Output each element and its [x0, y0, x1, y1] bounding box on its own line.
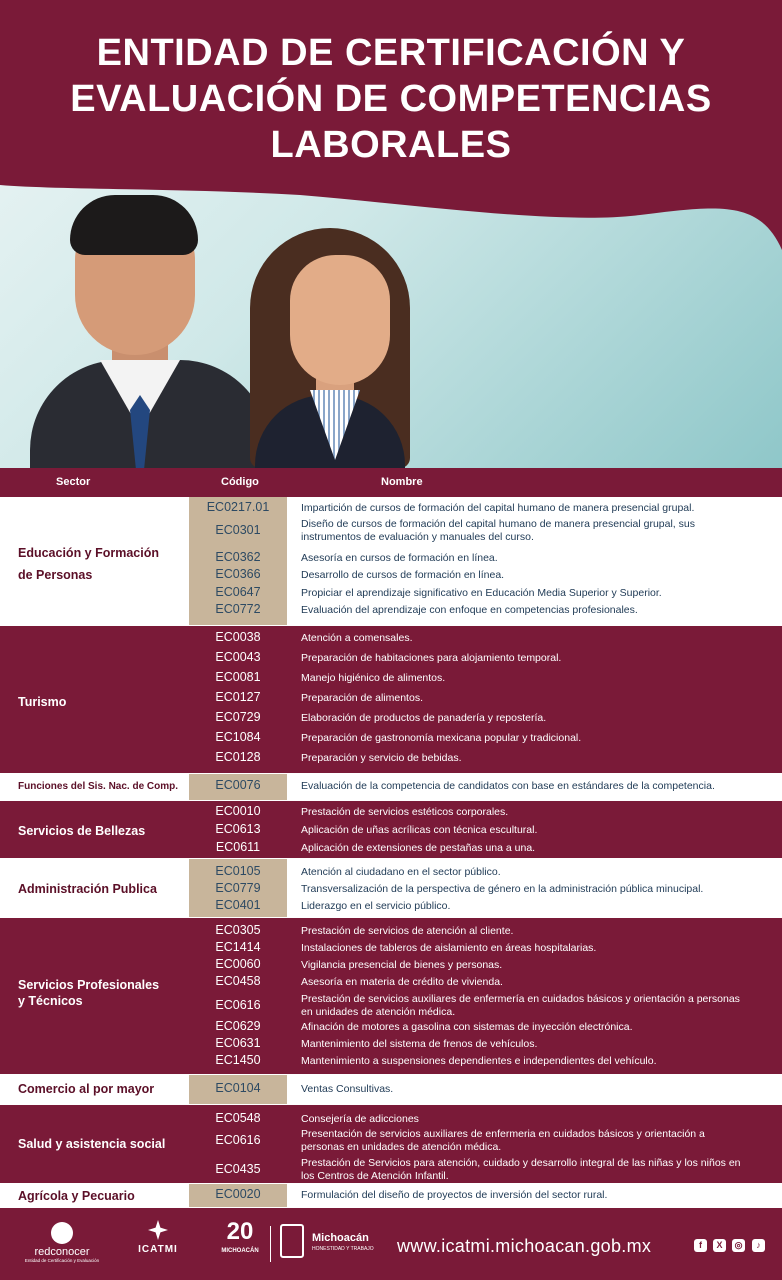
- code-cell: EC0010: [215, 804, 261, 818]
- name-cell: Asesoría en materia de crédito de vivienda.: [301, 976, 503, 988]
- code-cell: EC0458: [215, 974, 261, 988]
- name-cell: Atención a comensales.: [301, 632, 413, 644]
- name-cell: Prestación de servicios auxiliares de enfermería en cuidados básicos y orientación a personas en unidades de atención médica.: [301, 993, 740, 1018]
- sector-section: [0, 497, 782, 625]
- name-cell: Mantenimiento del sistema de frenos de vehículos.: [301, 1038, 538, 1050]
- name-cell: Aplicación de uñas acrílicas con técnica escultural.: [301, 824, 538, 836]
- name-cell: Evaluación del aprendizaje con enfoque en competencias profesionales.: [301, 604, 638, 616]
- sector-label-line: Administración Publica: [18, 882, 157, 896]
- code-cell: EC0362: [215, 550, 261, 564]
- name-cell: Manejo higiénico de alimentos.: [301, 672, 446, 684]
- name-cell: Prestación de servicios estéticos corporales.: [301, 806, 509, 818]
- aniversario-logo: 20 MICHOACÁN: [221, 1218, 259, 1254]
- name-cell: Presentación de servicios auxiliares de enfermeria en cuidados básicos y orientación a personas en unidades de atención médica.: [301, 1128, 705, 1153]
- sector-label-line: Educación y Formación: [18, 546, 160, 560]
- name-cell: Desarrollo de cursos de formación en línea.: [301, 569, 505, 581]
- footer: [0, 1208, 782, 1280]
- code-cell: EC0104: [215, 1081, 261, 1095]
- code-cell: EC0629: [215, 1019, 261, 1033]
- code-cell: EC1414: [215, 940, 261, 954]
- code-cell: EC0435: [215, 1162, 261, 1176]
- sector-label-line: y Técnicos: [18, 994, 83, 1008]
- code-cell: EC0020: [215, 1187, 261, 1201]
- name-cell: Preparación y servicio de bebidas.: [301, 752, 462, 764]
- instagram-icon[interactable]: ◎: [732, 1239, 745, 1252]
- code-cell: EC0631: [215, 1036, 261, 1050]
- name-cell: Preparación de habitaciones para alojamiento temporal.: [301, 652, 562, 664]
- name-cell: Instalaciones de tableros de aislamiento en áreas hospitalarias.: [301, 942, 597, 954]
- website-link[interactable]: www.icatmi.michoacan.gob.mx: [397, 1236, 652, 1256]
- sector-section: [0, 918, 782, 1074]
- name-cell: Preparación de alimentos.: [301, 692, 423, 704]
- code-cell: EC1084: [215, 730, 261, 744]
- code-cell: EC0401: [215, 898, 261, 912]
- sector-section: [0, 774, 782, 800]
- sector-section: [0, 1075, 782, 1104]
- name-cell: Propiciar el aprendizaje significativo en Educación Media Superior y Superior.: [301, 587, 662, 599]
- name-cell: Diseño de cursos de formación del capital humano de manera presencial grupal, sus instrumentos de evaluación y manuales del curso.: [301, 518, 695, 543]
- sector-section: [0, 626, 782, 773]
- sector-section: [0, 859, 782, 917]
- name-cell: Transversalización de la perspectiva de género en la administración pública minucipal.: [301, 883, 704, 895]
- sector-label-line: Salud y asistencia social: [18, 1137, 166, 1151]
- sector-label-line: Agrícola y Pecuario: [18, 1189, 135, 1203]
- name-cell: Impartición de cursos de formación del capital humano de manera presencial grupal.: [301, 502, 695, 514]
- sector-section: [0, 801, 782, 858]
- code-cell: EC1450: [215, 1053, 261, 1067]
- name-cell: Evaluación de la competencia de candidatos con base en estándares de la competencia.: [301, 780, 715, 792]
- code-cell: EC0729: [215, 710, 261, 724]
- sector-label-line: Turismo: [18, 695, 67, 709]
- sector-label: [18, 776, 178, 798]
- sector-label: [18, 1078, 154, 1100]
- sector-label-line: de Personas: [18, 568, 93, 582]
- sector-label: [18, 1185, 135, 1207]
- code-cell: EC0105: [215, 864, 261, 878]
- code-cell: EC0613: [215, 822, 261, 836]
- icatmi-icon: [148, 1220, 168, 1240]
- sector-label-line: Comercio al por mayor: [18, 1082, 155, 1096]
- sector-label: [18, 820, 145, 842]
- title-line-2: EVALUACIÓN DE COMPETENCIAS: [70, 78, 712, 120]
- sector-label-line: Servicios de Bellezas: [18, 824, 146, 838]
- michoacan-shield-icon: [280, 1224, 304, 1258]
- code-cell: EC0076: [215, 778, 261, 792]
- code-cell: EC0305: [215, 923, 261, 937]
- code-cell: EC0217.01: [206, 500, 270, 514]
- name-cell: Vigilancia presencial de bienes y personas.: [301, 959, 503, 971]
- name-cell: Asesoría en cursos de formación en línea.: [301, 552, 498, 564]
- sector-label: [18, 691, 66, 713]
- header-nombre: Nombre: [381, 476, 423, 488]
- code-cell: EC0043: [215, 650, 261, 664]
- code-cell: EC0772: [215, 602, 261, 616]
- name-cell: Atención al ciudadano en el sector público.: [301, 866, 501, 878]
- sector-section: [0, 1105, 782, 1183]
- name-cell: Ventas Consultivas.: [301, 1083, 394, 1095]
- code-cell: EC0647: [215, 585, 261, 599]
- code-cell: EC0038: [215, 630, 261, 644]
- code-cell: EC0616: [215, 998, 261, 1012]
- code-cell: EC0081: [215, 670, 261, 684]
- name-cell: Prestación de servicios de atención al cliente.: [301, 925, 514, 937]
- name-cell: Aplicación de extensiones de pestañas una a una.: [301, 842, 536, 854]
- name-cell: Liderazgo en el servicio público.: [301, 900, 451, 912]
- redconocer-logo: redconocer Entidad de Certificación y Evaluación: [22, 1222, 102, 1264]
- name-cell: Formulación del diseño de proyectos de inversión del sector rural.: [301, 1189, 608, 1201]
- page: ENTIDAD DE CERTIFICACIÓN Y EVALUACIÓN DE COMPETENCIAS LABORALES Sector Código Nombre Educación y Formación de Personas EC0217.01 Impartición de cursos de formación del capital humano de manera presencial grupal. EC0301 Diseño de cursos de formación del capital humano de manera presencial grupal, sus instrumentos de evaluación y manuales del curso. EC0362 Asesoría en cursos de formación en línea. EC0366 Desarrollo de cursos de formación en línea. EC0647 Propiciar el aprendizaje significativo en Educación Media Superior y Superior. EC0772 Evaluación del aprendizaje con enfoque en competencias profesionales. Turismo EC0038 Atención a comensales. EC0043 Preparación de habitaciones para alojamiento temporal. EC0081 Manejo higiénico de alimentos. EC0127 Preparación de alimentos. EC0729 Elaboración de productos de panadería y repostería. EC1084 Preparación de gastronomía mexicana popular y tradicional. EC0128 Preparación y servicio de bebidas. Funciones del Sis. Nac. de Comp. EC0076 Evaluación de la competencia de candidatos con base en estándares de la competencia. Servicios de Bellezas EC0010 Prestación de servicios estéticos corporales. EC0613 Aplicación de uñas acrílicas con técnica escultural. EC0611 Aplicación de extensiones de pestañas una a una. Administración Publica EC0105 Atención al ciudadano en el sector público. EC0779 Transversalización de la perspectiva de género en la administración pública minucipal. EC0401 Liderazgo en el servicio público. Servicios Profesionales y Técnicos EC0305 Prestación de servicios de atención al cliente. EC1414 Instalaciones de tableros de aislamiento en áreas hospitalarias. EC0060 Vigilancia presencial de bienes y personas. EC0458 Asesoría en materia de crédito de vivienda. EC0616 Prestación de servicios auxiliares de enfermería en cuidados básicos y orientación a personas en unidades de atención médica. EC0629 Afinación de motores a gasolina con sistemas de inyección electrónica. EC0631 Mantenimiento del sistema de frenos de vehículos. EC1450 Mantenimiento a suspensiones dependientes e independientes del vehículo. Comercio al por mayor EC0104 Ventas Consultivas. Salud y asistencia social EC0548 Consejería de adicciones EC0616 Presentación de servicios auxiliares de enfermeria en cuidados básicos y orientación a personas en unidades de atención médica. EC0435 Prestación de Servicios para atención, cuidado y desarrollo integral de las niñas y los niños en los Centros de Atención Infantil. Agrícola y Pecuario EC0020 Formulación del diseño de proyectos de inversión del sector rural. redconocer Entidad de Certificación y Evaluación ICATMI 20 MICHOACÁN Michoacán HONESTIDAD Y TRABAJO www.icatmi.michoacan.gob.mx f X ◎ ♪: [0, 0, 782, 1280]
- header-codigo: Código: [221, 476, 259, 488]
- page-title: [0, 30, 782, 168]
- x-icon[interactable]: X: [713, 1239, 726, 1252]
- icatmi-logo: ICATMI: [126, 1220, 190, 1255]
- code-cell: EC0779: [215, 881, 261, 895]
- sector-section: [0, 1184, 782, 1207]
- name-cell: Prestación de Servicios para atención, cuidado y desarrollo integral de las niñas y los niños en los Centros de Atención Infantil.: [301, 1157, 741, 1182]
- sector-label: [18, 878, 157, 900]
- code-cell: EC0611: [215, 840, 261, 854]
- redconocer-icon: [51, 1222, 73, 1244]
- facebook-icon[interactable]: f: [694, 1239, 707, 1252]
- code-cell: EC0548: [215, 1111, 261, 1125]
- code-cell: EC0366: [215, 567, 261, 581]
- code-cell: EC0301: [215, 523, 261, 537]
- name-cell: Preparación de gastronomía mexicana popular y tradicional.: [301, 732, 582, 744]
- hero-banner: [0, 0, 782, 468]
- tiktok-icon[interactable]: ♪: [752, 1239, 765, 1252]
- sector-label: [18, 1133, 165, 1155]
- sector-label-line: Funciones del Sis. Nac. de Comp.: [18, 781, 179, 792]
- table-header: [0, 468, 782, 497]
- code-cell: EC0127: [215, 690, 261, 704]
- sector-label: [18, 542, 159, 586]
- sector-label-line: Servicios Profesionales: [18, 978, 160, 992]
- footer-divider: [270, 1226, 271, 1262]
- name-cell: Consejería de adicciones: [301, 1113, 419, 1125]
- code-cell: EC0616: [215, 1133, 261, 1147]
- sector-label: [18, 974, 159, 1012]
- name-cell: Elaboración de productos de panadería y repostería.: [301, 712, 547, 724]
- header-sector: Sector: [56, 476, 91, 488]
- title-line-3: LABORALES: [270, 124, 512, 166]
- name-cell: Afinación de motores a gasolina con sistemas de inyección electrónica.: [301, 1021, 633, 1033]
- code-cell: EC0060: [215, 957, 261, 971]
- title-line-1: ENTIDAD DE CERTIFICACIÓN Y: [96, 32, 686, 74]
- name-cell: Mantenimiento a suspensiones dependientes e independientes del vehículo.: [301, 1055, 657, 1067]
- code-cell: EC0128: [215, 750, 261, 764]
